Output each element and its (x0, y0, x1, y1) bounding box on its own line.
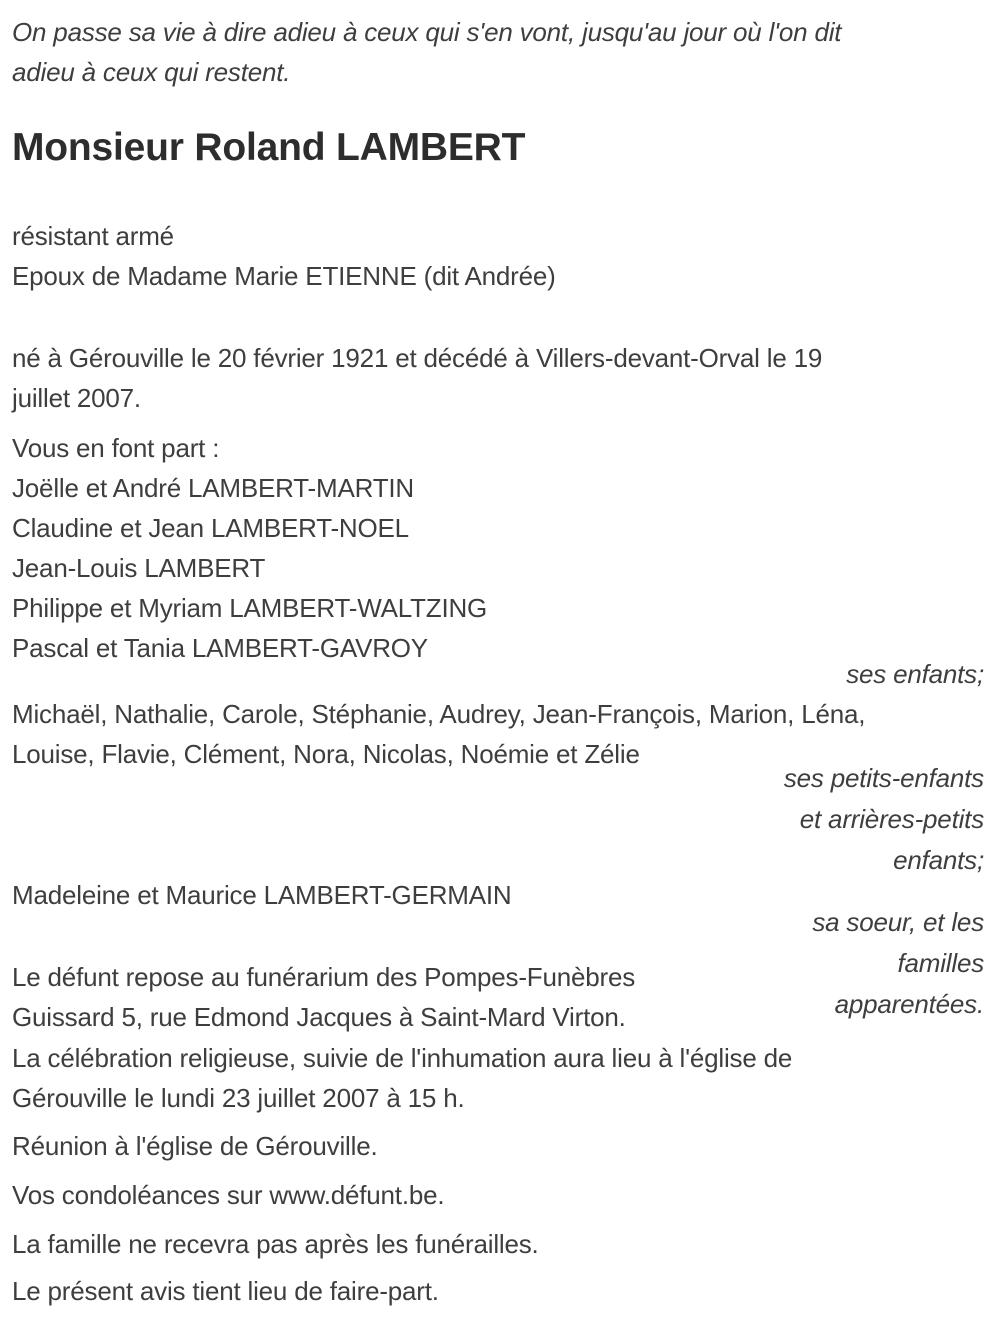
condolences-block (12, 1175, 984, 1215)
sister-label-block (812, 902, 984, 1025)
announcement-intro-block (12, 428, 984, 468)
sister-section (12, 875, 984, 1037)
epigraph-line-2: adieu à ceux qui restent. (12, 57, 291, 87)
deceased-distinction: résistant armé (12, 221, 174, 251)
announcement-intro: Vous en font part : (12, 433, 220, 463)
ceremony-line-1: La célébration religieuse, suivie de l'inhumation aura lieu à l'église de (12, 1043, 793, 1073)
child-entry: Joëlle et André LAMBERT-MARTIN (12, 473, 414, 503)
meeting-info-block (12, 1126, 984, 1166)
epigraph (12, 12, 984, 92)
grandchildren-label-line-1: ses petits-enfants (783, 763, 984, 793)
grandchildren-label-line-2: et arrières-petits (799, 804, 984, 834)
sister-label-line-1: sa soeur, et les (812, 907, 984, 937)
ceremony-info (12, 1038, 984, 1118)
sister-label-line-2: familles (897, 948, 984, 978)
children-list (12, 468, 984, 668)
child-entry: Pascal et Tania LAMBERT-GAVROY (12, 633, 428, 663)
reception-block (12, 1224, 984, 1264)
grandchildren-label-block (12, 758, 984, 881)
ceremony-line-2: Gérouville le lundi 23 juillet 2007 à 15 h. (12, 1083, 465, 1113)
sister-entry: Madeleine et Maurice LAMBERT-GERMAIN (12, 880, 512, 910)
deceased-spouse: Epoux de Madame Marie ETIENNE (dit Andrée) (12, 261, 556, 291)
legal-notice-block (12, 1271, 984, 1311)
condolences-info: Vos condoléances sur www.défunt.be. (12, 1180, 445, 1210)
repose-line-1: Le défunt repose au funérarium des Pompes-Funèbres (12, 962, 636, 992)
life-dates-line-1: né à Gérouville le 20 février 1921 et décédé à Villers-devant-Orval le 19 (12, 343, 823, 373)
epigraph-line-1: On passe sa vie à dire adieu à ceux qui s'en vont, jusqu'au jour où l'on dit (12, 17, 842, 47)
grandchildren-line-1: Michaël, Nathalie, Carole, Stéphanie, Audrey, Jean-François, Marion, Léna, (12, 699, 866, 729)
grandchildren-label-line-3: enfants; (893, 845, 984, 875)
deceased-name: Monsieur Roland LAMBERT (12, 126, 526, 169)
children-label: ses enfants; (846, 659, 984, 689)
reception-info: La famille ne recevra pas après les funérailles. (12, 1229, 539, 1259)
life-dates-line-2: juillet 2007. (12, 383, 141, 413)
life-dates (12, 338, 984, 418)
repose-line-2: Guissard 5, rue Edmond Jacques à Saint-Mard Virton. (12, 1002, 626, 1032)
child-entry: Philippe et Myriam LAMBERT-WALTZING (12, 593, 488, 623)
grandchildren-line-2: Louise, Flavie, Clément, Nora, Nicolas, Noémie et Zélie (12, 739, 640, 769)
deceased-info (12, 216, 984, 296)
legal-notice: Le présent avis tient lieu de faire-part. (12, 1276, 439, 1306)
sister-label-line-3: apparentées. (834, 989, 984, 1019)
child-entry: Jean-Louis LAMBERT (12, 553, 266, 583)
meeting-info: Réunion à l'église de Gérouville. (12, 1131, 378, 1161)
child-entry: Claudine et Jean LAMBERT-NOEL (12, 513, 409, 543)
